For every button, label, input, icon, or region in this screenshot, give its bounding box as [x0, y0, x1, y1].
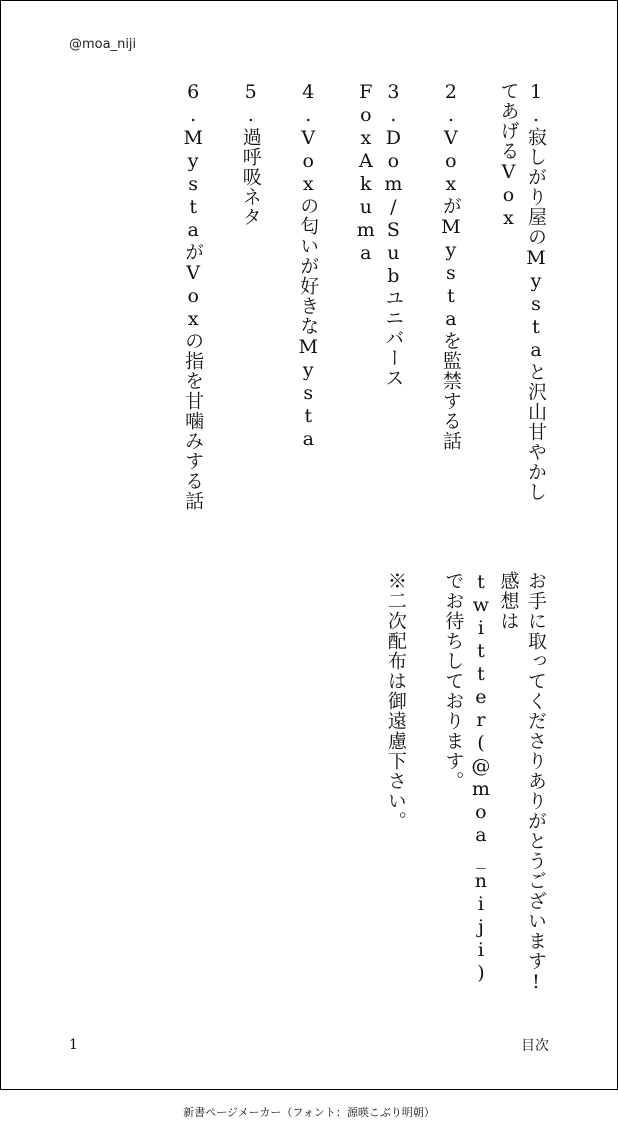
table-of-contents — [149, 81, 549, 521]
thanks-message: お手に取ってくださりありがとうございます!感想はtwitter(@moa_niji)でお待ちしております。 — [442, 571, 547, 994]
toc-item-1[interactable]: 1.寂しがり屋のMystaと沢山甘やかしてあげるVox — [497, 81, 547, 502]
toc-item-3[interactable]: 3.Dom/Subユニバース FoxAkuma — [354, 81, 405, 408]
toc-item-2[interactable]: 2.VoxがMystaを監禁する話 — [439, 81, 462, 451]
afterword-notes — [381, 571, 549, 1001]
toc-link[interactable]: 目次 — [521, 1038, 549, 1054]
toc-item-4[interactable]: 4.Voxの匂いが好きなMysta — [297, 81, 320, 451]
redistribution-note: ※二次配布は御遠慮下さい。 — [384, 571, 407, 831]
toc-item-6[interactable]: 6.MystaがVoxの指を甘噛みする話 — [182, 81, 205, 511]
author-handle: @moa_niji — [69, 37, 137, 52]
footer-credit: 新書ページメーカー（フォント：源暎こぶり明朝） — [183, 1106, 435, 1119]
page-number: 1 — [69, 1037, 78, 1053]
toc-item-5[interactable]: 5.過呼吸ネタ — [239, 81, 262, 227]
